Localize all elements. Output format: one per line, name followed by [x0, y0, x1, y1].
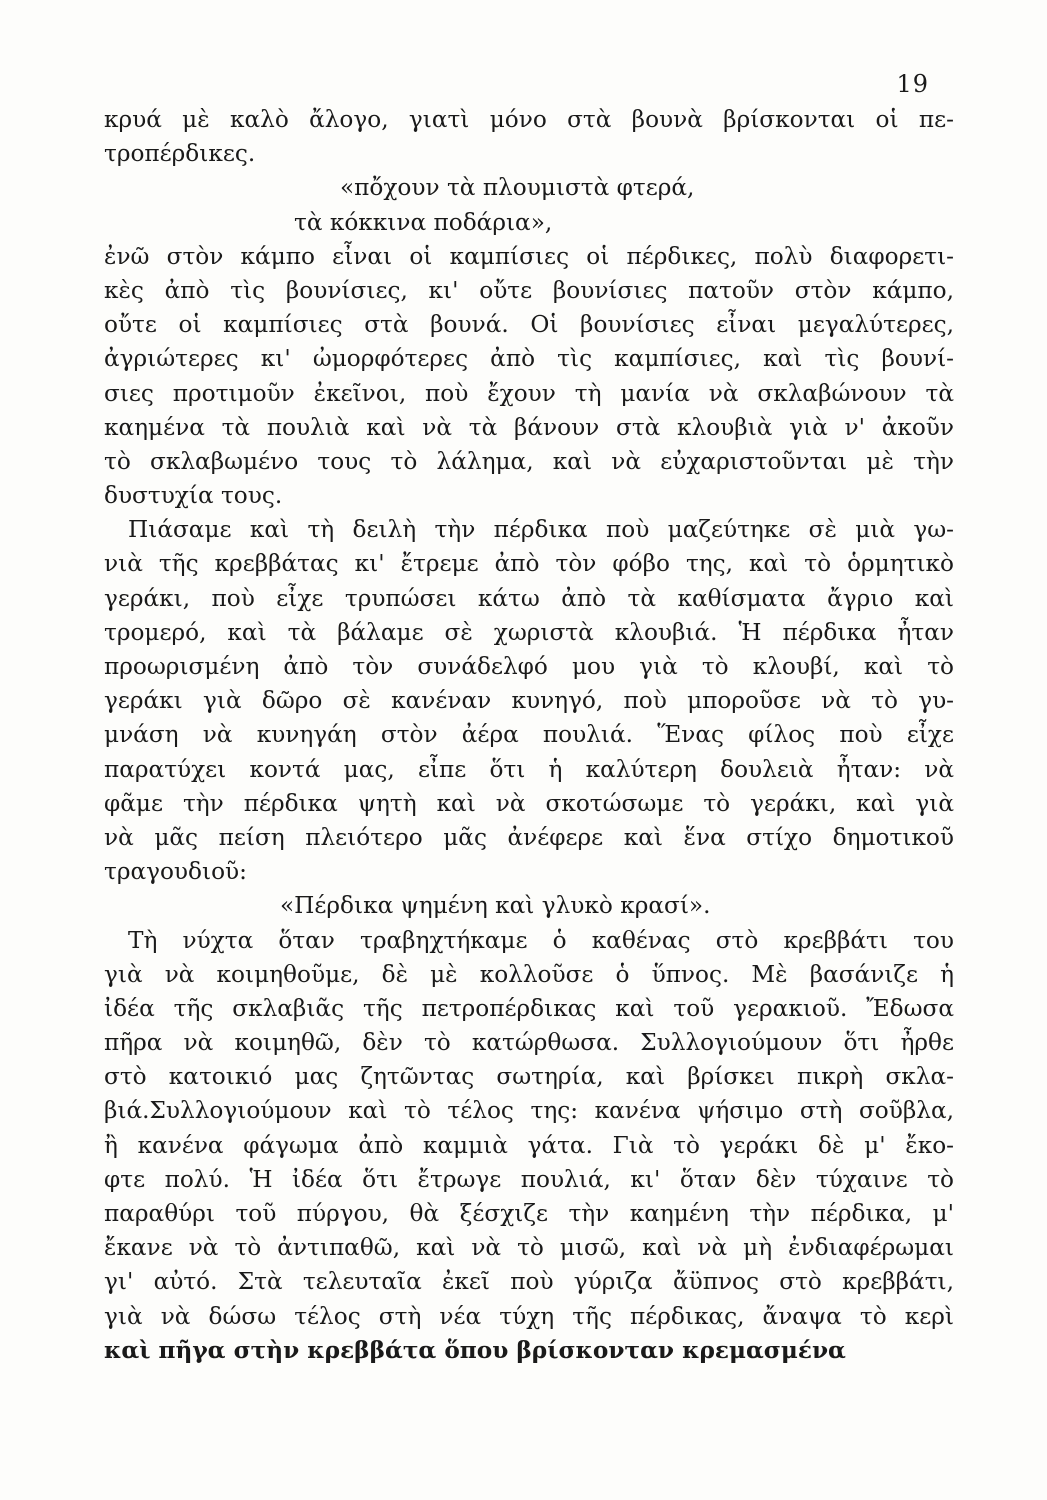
text-line: παρατύχει κοντά μας, εἶπε ὅτι ἡ καλύτερη δουλειὰ ἦταν: νὰ: [104, 755, 954, 783]
text-line: ἀγριώτερες κι' ὠμορφότερες ἀπὸ τὶς καμπίσιες, καὶ τὶς βουνί-: [104, 345, 954, 373]
text-line: γιὰ νὰ δώσω τέλος στὴ νέα τύχη τῆς πέρδικας, ἄναψα τὸ κερὶ: [104, 1302, 954, 1330]
text-line: Πιάσαμε καὶ τὴ δειλὴ τὴν πέρδικα ποὺ μαζεύτηκε σὲ μιὰ γω-: [128, 516, 954, 544]
text-line: μνάση νὰ κυνηγάη στὸν ἀέρα πουλιά. Ἕνας φίλος ποὺ εἶχε: [104, 721, 954, 749]
text-line: τροπέρδικες.: [104, 140, 256, 168]
text-line: ἐνῶ στὸν κάμπο εἶναι οἱ καμπίσιες οἱ πέρδικες, πολὺ διαφορετι-: [104, 242, 954, 270]
text-line: γιὰ νὰ κοιμηθοῦμε, δὲ μὲ κολλοῦσε ὁ ὕπνος. Μὲ βασάνιζε ἡ: [104, 960, 954, 988]
text-line: νὰ μᾶς πείση πλειότερο μᾶς ἀνέφερε καὶ ἕνα στίχο δημοτικοῦ: [104, 823, 954, 851]
text-line: κὲς ἀπὸ τὶς βουνίσιες, κι' οὔτε βουνίσιες πατοῦν στὸν κάμπο,: [104, 276, 954, 304]
text-line: παραθύρι τοῦ πύργου, θὰ ξέσχιζε τὴν καημένη τὴν πέρδικα, μ': [104, 1200, 954, 1227]
text-line: σιες προτιμοῦν ἐκεῖνοι, ποὺ ἔχουν τὴ μανία νὰ σκλαβώνουν τὰ: [104, 379, 954, 407]
body-text: [104, 103, 954, 1368]
page-number: 19: [896, 70, 929, 98]
text-line: πῆρα νὰ κοιμηθῶ, δὲν τὸ κατώρθωσα. Συλλογιούμουν ὅτι ἦρθε: [104, 1029, 954, 1057]
verse-line: «πὄχουν τὰ πλουμιστὰ φτερά,: [340, 174, 695, 202]
text-line: καημένα τὰ πουλιὰ καὶ νὰ τὰ βάνουν στὰ κλουβιὰ γιὰ ν' ἀκοῦν: [104, 413, 954, 441]
text-line: φᾶμε τὴν πέρδικα ψητὴ καὶ νὰ σκοτώσωμε τὸ γεράκι, καὶ γιὰ: [104, 789, 954, 817]
verse-line: «Πέρδικα ψημένη καὶ γλυκὸ κρασί».: [280, 892, 711, 920]
text-line: ἔκανε νὰ τὸ ἀντιπαθῶ, καὶ νὰ τὸ μισῶ, καὶ νὰ μὴ ἐνδιαφέρωμαι: [104, 1234, 954, 1262]
text-line: νιὰ τῆς κρεββάτας κι' ἔτρεμε ἀπὸ τὸν φόβο της, καὶ τὸ ὁρμητικὸ: [104, 550, 954, 578]
text-line: τρομερό, καὶ τὰ βάλαμε σὲ χωριστὰ κλουβιά. Ἡ πέρδικα ἦταν: [104, 618, 954, 646]
text-line: φτε πολύ. Ἡ ἰδέα ὅτι ἔτρωγε πουλιά, κι' ὅταν δὲν τύχαινε τὸ: [104, 1165, 954, 1193]
text-line: οὔτε οἱ καμπίσιες στὰ βουνά. Οἱ βουνίσιες εἶναι μεγαλύτερες,: [104, 311, 954, 339]
text-line: γεράκι, ποὺ εἶχε τρυπώσει κάτω ἀπὸ τὰ καθίσματα ἄγριο καὶ: [104, 584, 954, 612]
text-line: ἢ κανένα φάγωμα ἀπὸ καμμιὰ γάτα. Γιὰ τὸ γεράκι δὲ μ' ἔκο-: [104, 1131, 954, 1159]
text-line: βιά.Συλλογιούμουν καὶ τὸ τέλος της: κανένα ψήσιμο στὴ σοῦβλα,: [104, 1097, 954, 1125]
text-line: προωρισμένη ἀπὸ τὸν συνάδελφό μου γιὰ τὸ κλουβί, καὶ τὸ: [104, 653, 954, 680]
verse-line: τὰ κόκκινα ποδάρια»,: [294, 208, 553, 236]
text-line: γεράκι γιὰ δῶρο σὲ κανέναν κυνηγό, ποὺ μποροῦσε νὰ τὸ γυ-: [104, 687, 954, 715]
text-line: καὶ πῆγα στὴν κρεββάτα ὅπου βρίσκονταν κρεμασμένα: [104, 1336, 846, 1364]
text-line: τραγουδιοῦ:: [104, 858, 247, 886]
text-line: δυστυχία τους.: [104, 482, 283, 510]
text-line: ἰδέα τῆς σκλαβιᾶς τῆς πετροπέρδικας καὶ τοῦ γερακιοῦ. Ἔδωσα: [104, 994, 954, 1022]
text-line: Τὴ νύχτα ὅταν τραβηχτήκαμε ὁ καθένας στὸ κρεββάτι του: [128, 926, 954, 954]
text-line: γι' αὐτό. Στὰ τελευταῖα ἐκεῖ ποὺ γύριζα ἄϋπνος στὸ κρεββάτι,: [104, 1268, 954, 1296]
text-line: κρυά μὲ καλὸ ἄλογο, γιατὶ μόνο στὰ βουνὰ βρίσκονται οἱ πε-: [104, 106, 954, 133]
text-line: τὸ σκλαβωμένο τους τὸ λάλημα, καὶ νὰ εὐχαριστοῦνται μὲ τὴν: [104, 447, 954, 475]
text-line: στὸ κατοικιό μας ζητῶντας σωτηρία, καὶ βρίσκει πικρὴ σκλα-: [104, 1063, 954, 1091]
